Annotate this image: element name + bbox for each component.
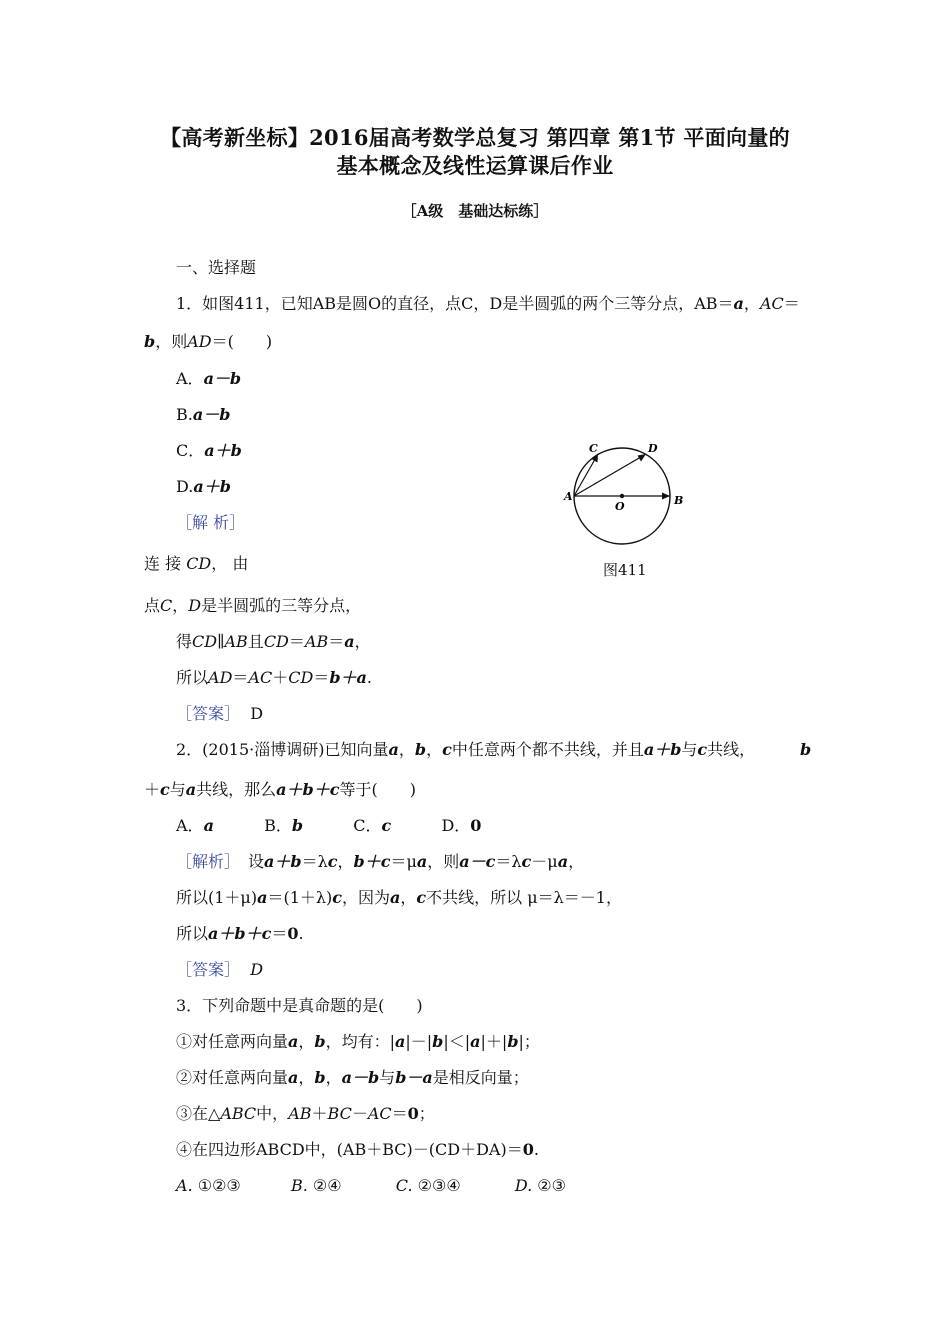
text: ， 由 (211, 554, 249, 573)
answer-tag: ［答案］ (176, 704, 241, 723)
vector: c (697, 740, 708, 759)
text: ， (398, 740, 415, 759)
text: ， (743, 294, 760, 313)
text: ，则 (427, 852, 460, 871)
q1-option-d (176, 477, 231, 497)
option-label: A. (176, 1176, 193, 1195)
answer-tag: ［答案］ (176, 960, 241, 979)
vector: AD (208, 668, 233, 687)
center-point (620, 494, 624, 498)
vector: AD (187, 332, 212, 351)
option-value: a＋b (204, 441, 242, 460)
text: ， (298, 1032, 315, 1051)
vector: CD (288, 668, 314, 687)
text: 得 (176, 632, 193, 651)
vector: AC (367, 1104, 392, 1123)
text: . (533, 1140, 539, 1159)
vector: a＋b＋c (208, 924, 272, 943)
q1-analysis-tag: ［解 析］ (176, 513, 246, 532)
text: |－| (405, 1032, 433, 1051)
option-label: D. (514, 1176, 533, 1195)
vector: a (470, 1032, 481, 1051)
point: D (188, 596, 202, 615)
option-label: C． (353, 816, 382, 835)
q2-solution-line2 (176, 888, 622, 908)
text: ， (337, 852, 354, 871)
text: ＋ (144, 780, 161, 799)
q1-answer (176, 704, 263, 724)
option-value: ②③ (537, 1176, 566, 1195)
vector: a (257, 888, 268, 907)
text: . (298, 924, 304, 943)
zero-vector: 0 (522, 1140, 534, 1159)
q1-solution-line1 (144, 554, 248, 574)
vector: b－a (395, 1068, 433, 1087)
option-value: ②③④ (417, 1176, 461, 1195)
vector: a (344, 632, 355, 651)
q3-options (176, 1176, 566, 1196)
q1-solution-line3 (176, 632, 371, 652)
text: ，均有：| (325, 1032, 395, 1051)
option-label: B. (290, 1176, 308, 1195)
text: 设 (232, 852, 265, 871)
vector: a (733, 294, 744, 313)
text: 是相反向量； (432, 1068, 529, 1087)
vector: b＋a (329, 668, 367, 687)
option-label: C． (176, 441, 205, 460)
arrowhead-ab (662, 493, 670, 500)
q3-proposition-4 (176, 1140, 539, 1160)
text: ＋ (272, 668, 289, 687)
option-value: b (291, 816, 304, 835)
vector: a＋b (643, 740, 682, 759)
text: ＋ (311, 1104, 328, 1123)
q2-options (176, 816, 481, 836)
vector: c (521, 852, 532, 871)
text: ①对任意两向量 (176, 1032, 289, 1051)
text: ； (418, 1104, 435, 1123)
vector: AC (248, 668, 273, 687)
vector: c (332, 888, 343, 907)
q1-solution-line2 (144, 596, 361, 616)
text: ＝ (391, 1104, 408, 1123)
text: 中， (256, 1104, 289, 1123)
text: 与 (379, 1068, 396, 1087)
q2-answer (176, 960, 263, 980)
vector: a (288, 1032, 299, 1051)
q1-stem-line1 (176, 294, 800, 314)
text: 共线，那么 (196, 780, 277, 799)
circle-figure (560, 436, 690, 556)
label-o: O (615, 500, 625, 513)
text: . (366, 668, 372, 687)
label-c: C (589, 442, 598, 455)
vector: c (416, 888, 427, 907)
q3-stem: 3．下列命题中是真命题的是( ) (176, 996, 423, 1015)
vector: a (557, 852, 569, 871)
text: |＋| (480, 1032, 508, 1051)
text: 所以 (176, 924, 209, 943)
vector: AB (288, 1104, 312, 1123)
text: 与 (681, 740, 698, 759)
text: |＜| (443, 1032, 471, 1051)
text: ＝ (328, 632, 345, 651)
text: ， (298, 1068, 315, 1087)
option-label: A． (176, 816, 204, 835)
zero-vector: 0 (407, 1104, 419, 1123)
text: ＝ (232, 668, 249, 687)
vector: a＋b (264, 852, 302, 871)
vector: b (507, 1032, 519, 1051)
vector: AC (759, 294, 784, 313)
text: 所以 (176, 668, 209, 687)
text: ③在△ (176, 1104, 221, 1123)
text: ， (325, 1068, 342, 1087)
vector: BC (327, 1104, 352, 1123)
vector: a＋b＋c (276, 780, 340, 799)
text: ②对任意两向量 (176, 1068, 289, 1087)
text: 与 (169, 780, 186, 799)
q3-proposition-3 (176, 1104, 435, 1124)
zero-vector: 0 (287, 924, 299, 943)
vector: b (314, 1032, 326, 1051)
option-value: ②④ (312, 1176, 342, 1195)
q2-stem-line1 (176, 740, 755, 760)
vector: b＋c (353, 852, 391, 871)
answer-value: D (250, 704, 264, 723)
option-value: c (381, 816, 392, 835)
doc-title-line1: 【高考新坐标】2016届高考数学总复习 第四章 第1节 平面向量的 (160, 125, 790, 150)
answer-value: D (250, 960, 264, 979)
q2-solution-line3 (176, 924, 304, 944)
text: ＝ (783, 294, 800, 313)
text: 1．如图411，已知AB是圆O的直径，点C，D是半圆弧的两个三等分点，AB＝ (176, 294, 734, 313)
vector: a (185, 780, 197, 799)
text: ④在四边形ABCD中，(AB＋BC)－(CD＋DA)＝ (176, 1140, 523, 1159)
q2-stem-line1-end (800, 740, 811, 760)
analysis-tag: ［解析］ (176, 852, 233, 871)
vector: CD (186, 554, 212, 573)
text: ＝λ (495, 852, 522, 871)
vector: a (395, 1032, 406, 1051)
q1-solution-line4 (176, 668, 372, 688)
text: ＝(1＋λ) (267, 888, 333, 907)
option-value: a＋b (193, 477, 231, 496)
text: 2．(2015·淄博调研)已知向量 (176, 740, 389, 759)
vector: AB (304, 632, 329, 651)
option-value: ①②③ (197, 1176, 241, 1195)
triangle: ABC (220, 1104, 257, 1123)
vector: c (160, 780, 170, 799)
text: ， (400, 888, 417, 907)
option-value: a－b (192, 405, 231, 424)
text: ＝ (288, 632, 305, 651)
text: |； (518, 1032, 540, 1051)
text: 等于( ) (339, 780, 416, 799)
option-label: C. (395, 1176, 413, 1195)
doc-title (120, 124, 830, 180)
text: ， (426, 740, 443, 759)
text: ，则 (155, 332, 188, 351)
vector: CD (263, 632, 289, 651)
option-value: a－b (203, 369, 242, 388)
text: 连 接 (144, 554, 187, 573)
vector: b (414, 740, 427, 759)
text: 中任意两个都不共线，并且 (451, 740, 644, 759)
option-value: a (203, 816, 214, 835)
option-label: B． (264, 816, 292, 835)
text: ＝ (313, 668, 330, 687)
vector: b (800, 740, 812, 759)
option-label: A． (176, 369, 204, 388)
doc-title-line2: 基本概念及线性运算课后作业 (336, 153, 614, 178)
vector: a (288, 1068, 299, 1087)
vector: a (388, 740, 399, 759)
text: 且 (247, 632, 264, 651)
label-a: A (564, 490, 573, 503)
q3-proposition-2 (176, 1068, 529, 1088)
vector: a (416, 852, 428, 871)
vector-ad (574, 454, 646, 496)
text: 是半圆弧的三等分点， (201, 596, 362, 615)
text: ， (568, 852, 585, 871)
label-b: B (674, 494, 684, 507)
label-d: D (648, 442, 658, 455)
vector: c (327, 852, 338, 871)
vector: b (314, 1068, 326, 1087)
q1-option-b (176, 405, 230, 425)
q1-option-a (176, 369, 241, 389)
text: 不共线，所以 μ＝λ＝－1， (426, 888, 622, 907)
option-value: 0 (470, 816, 482, 835)
text: 所以(1＋μ) (176, 888, 258, 907)
vector: CD∥AB (192, 632, 248, 651)
q1-stem-line2 (144, 332, 272, 352)
q1-option-c (176, 441, 242, 461)
text: ，因为 (342, 888, 391, 907)
text: － (351, 1104, 368, 1123)
text: ＝( ) (211, 332, 273, 351)
vector: c (442, 740, 452, 759)
option-label: B. (176, 405, 193, 424)
option-label: D． (441, 816, 471, 835)
text: ， (354, 632, 371, 651)
text: ＝λ (301, 852, 328, 871)
vector: a－c (459, 852, 496, 871)
vector: a (390, 888, 401, 907)
q3-proposition-1 (176, 1032, 540, 1052)
text: ＝ (271, 924, 288, 943)
vector: b (432, 1032, 444, 1051)
level-heading: ［A级 基础达标练］ (401, 202, 549, 220)
text: －μ (531, 852, 558, 871)
option-label: D. (176, 477, 194, 496)
text: ＝μ (390, 852, 417, 871)
text: 共线， (707, 740, 756, 759)
q2-solution-line1 (176, 852, 584, 872)
vector: b (144, 332, 156, 351)
point: C (160, 596, 173, 615)
vector: a－b (341, 1068, 380, 1087)
text: ， (172, 596, 189, 615)
section-heading: 一、选择题 (176, 258, 257, 277)
figure-caption: 图411 (603, 561, 647, 579)
q2-stem-line2 (144, 780, 416, 800)
text: 点 (144, 596, 161, 615)
